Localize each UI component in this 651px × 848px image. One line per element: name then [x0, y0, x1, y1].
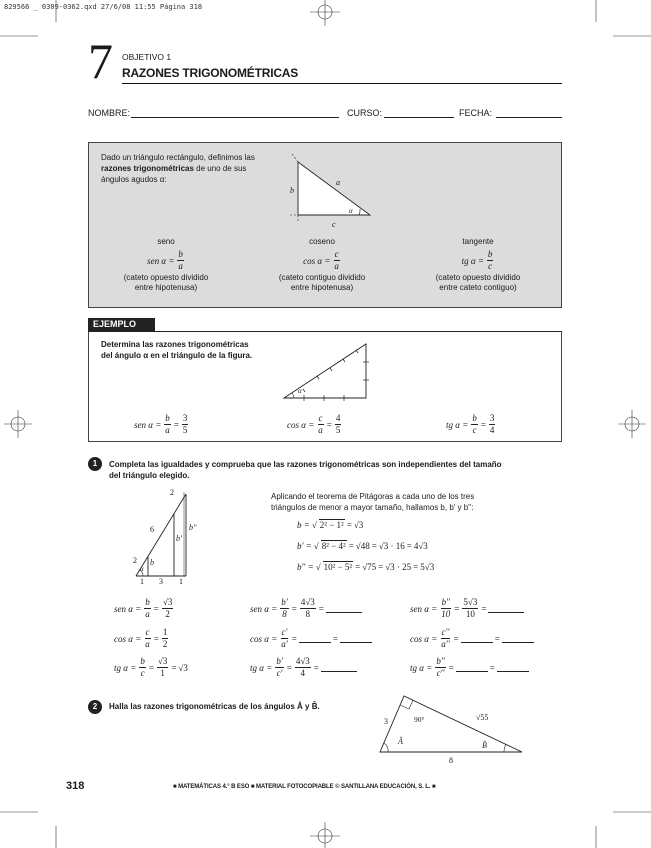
example-triangle — [280, 332, 380, 402]
exercise2-statement: Halla las razones trigonométricas de los ángulos Â y B̂. — [109, 702, 320, 711]
fig-label-top: 2 — [170, 488, 174, 497]
c2-tg-answer[interactable] — [321, 664, 357, 672]
ex2-angle-B: B̂ — [482, 741, 487, 750]
exercise1-figure — [130, 488, 210, 588]
exercise2-badge: 2 — [88, 700, 102, 714]
fig-label-b2: b'' — [189, 523, 197, 532]
c1-cos: cos α = $\frac{c}{a}$ = $\frac{1}{2}$ — [114, 627, 168, 649]
ex2-hypotenuse: √55 — [476, 713, 489, 722]
example-tg-result: tg α = $\frac{b}{c}$ = $\frac{3}{4}$ — [446, 413, 495, 435]
objective-label: OBJETIVO 1 — [122, 52, 172, 62]
c3-cos: cos α = $\frac{c''}{a''}$ = = — [410, 628, 534, 649]
date-label: FECHA: — [459, 108, 493, 118]
c3-sen-answer[interactable] — [488, 605, 524, 613]
c3-sen: sen α = $\frac{b''}{10}$ = $\frac{5√3}{10}$ = — [410, 598, 524, 619]
fig-label-base1b: 1 — [179, 577, 183, 586]
page-title: RAZONES TRIGONOMÉTRICAS — [122, 66, 299, 80]
ratio-seno: seno sen α = $\frac{b}{a}$ (cateto opuesto dividido entre hipotenusa) — [123, 237, 209, 292]
example-tag: EJEMPLO — [88, 318, 155, 331]
ex2-base: 8 — [449, 756, 453, 765]
example-sen-result: sen α = $\frac{b}{a}$ = $\frac{3}{5}$ — [134, 413, 188, 435]
fig-label-b1: b' — [176, 534, 182, 543]
c2-cos: cos α = $\frac{c'}{a'}$ = = — [250, 628, 372, 649]
eq-b: b = √ 2² − 1² = √3 — [297, 519, 364, 530]
c3-tg-answer[interactable] — [497, 664, 529, 672]
c1-tg: tg α = $\frac{b}{c}$ = $\frac{√3}{1}$ = √3 — [114, 656, 188, 678]
unit-number: 7 — [88, 33, 113, 89]
theory-hyp-label: a — [336, 178, 340, 187]
fig-label-alpha: α — [140, 565, 144, 573]
ex2-right-angle: 90° — [414, 715, 425, 724]
fig-label-b: b — [150, 558, 154, 567]
c3-cos-answer[interactable] — [502, 635, 534, 643]
example-angle-label: α — [298, 387, 302, 395]
ratio-tangente: tangente tg α = $\frac{b}{c}$ (cateto opuesto dividido entre cateto contiguo) — [435, 237, 521, 292]
fig-label-base3: 3 — [159, 577, 163, 586]
eq-b2: b'' = √ 10² − 5² = √75 = √3 · 25 = 5√3 — [297, 561, 435, 572]
c3-tg: tg α = $\frac{b''}{c''}$ = = — [410, 657, 529, 678]
name-field[interactable] — [131, 117, 339, 118]
fig-label-two: 2 — [133, 556, 137, 565]
c2-sen: sen α = $\frac{b'}{8}$ = $\frac{4√3}{8}$ = — [250, 598, 362, 619]
theory-leg-c-label: c — [332, 220, 336, 229]
c2-tg: tg α = $\frac{b'}{c'}$ = $\frac{4√3}{4}$ = — [250, 657, 357, 678]
exercise2-triangle — [374, 690, 534, 760]
c3-tg-fraction-answer[interactable] — [456, 664, 488, 672]
c2-sen-answer[interactable] — [326, 605, 362, 613]
title-rule — [122, 83, 562, 84]
c2-cos-fraction-answer[interactable] — [299, 635, 331, 643]
course-field[interactable] — [384, 117, 454, 118]
pitagoras-text: Aplicando el teorema de Pitágoras a cada uno de los tres triángulos de menor a mayor tamaño, hallamos b, b' y b'': — [271, 492, 475, 512]
date-field[interactable] — [496, 117, 562, 118]
example-cos-result: cos α = $\frac{c}{a}$ = $\frac{4}{5}$ — [287, 413, 341, 435]
name-label: NOMBRE: — [88, 108, 131, 118]
fig-label-six: 6 — [150, 525, 154, 534]
example-statement: Determina las razones trigonométricas del ángulo α en el triángulo de la figura. — [101, 340, 253, 360]
fig-label-base1: 1 — [140, 577, 144, 586]
c2-cos-answer[interactable] — [340, 635, 372, 643]
theory-leg-b-label: b — [290, 186, 294, 195]
footer-text: ■ MATEMÁTICAS 4.° B ESO ■ MATERIAL FOTOCOPIABLE © SANTILLANA EDUCACIÓN, S. L. ■ — [173, 784, 436, 790]
page-number: 318 — [66, 780, 85, 792]
exercise1-badge: 1 — [88, 457, 102, 471]
c1-sen: sen α = $\frac{b}{a}$ = $\frac{√3}{2}$ — [114, 597, 173, 619]
ratio-coseno: coseno cos α = $\frac{c}{a}$ (cateto contiguo dividido entre hipotenusa) — [278, 237, 366, 292]
ex2-angle-A: Â — [398, 737, 403, 746]
print-slug: 829566 _ 0309-0362.qxd 27/6/08 11:55 Página 318 — [4, 3, 203, 11]
theory-triangle — [280, 150, 380, 230]
c3-cos-fraction-answer[interactable] — [461, 635, 493, 643]
eq-b1: b' = √ 8² − 4² = √48 = √3 · 16 = 4√3 — [297, 540, 428, 551]
exercise1-statement: Completa las igualdades y comprueba que las razones trigonométricas son independientes del tamaño del triángulo elegido. — [109, 460, 502, 480]
theory-angle-label: α — [349, 207, 353, 215]
theory-intro: Dado un triángulo rectángulo, definimos las razones trigonométricas de uno de sus ángulos agudos α: — [101, 153, 255, 184]
ex2-side3: 3 — [384, 717, 388, 726]
course-label: CURSO: — [347, 108, 383, 118]
